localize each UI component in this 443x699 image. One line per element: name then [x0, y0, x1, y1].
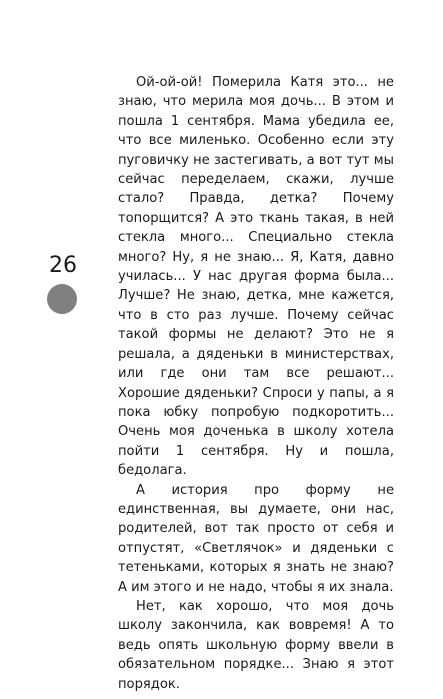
paragraph-2: А история про форму не единственная, вы думаете, они нас, родителей, вот так просто от себя и отпустят, «Светлячок» и дяденьки с тетеньками, которых я знать не знаю? А им этого и не надо, чтобы я их знала. [118, 482, 394, 595]
page-number: 26 [49, 253, 77, 278]
body-text [118, 73, 394, 694]
paragraph-1: Ой-ой-ой! Померила Катя это... не знаю, что мерила моя дочь... В этом и пошла 1 сентября. Мама убедила ее, что все миленько. Особенно если эту пуговичку не застегивать, а вот тут мы сейчас переделаем, скажи, лучше стало? Правда, детка? Почему топорщится? А это ткань такая, в ней стекла много... Специально стекла много? Ну, я не знаю... Я, Катя, давно училась... У нас другая форма была... Лучше? Не знаю, детка, мне кажется, что в сто раз лучше. Почему сейчас такой формы не делают? Это не я решала, а дяденьки в министерствах, или где они там все решают... Хорошие дяденьки? Спроси у папы, а я пока юбку попробую подкоротить... Очень моя доченька в школу хотела пойти 1 сентября. Ну и пошла, бедолага. [118, 75, 394, 479]
page-marker-dot [47, 284, 77, 314]
paragraph-3: Нет, как хорошо, что моя дочь школу закончила, как вовремя! А то ведь опять школьную форму ввели в обязательном порядке... Знаю я этот порядок. [118, 598, 394, 692]
